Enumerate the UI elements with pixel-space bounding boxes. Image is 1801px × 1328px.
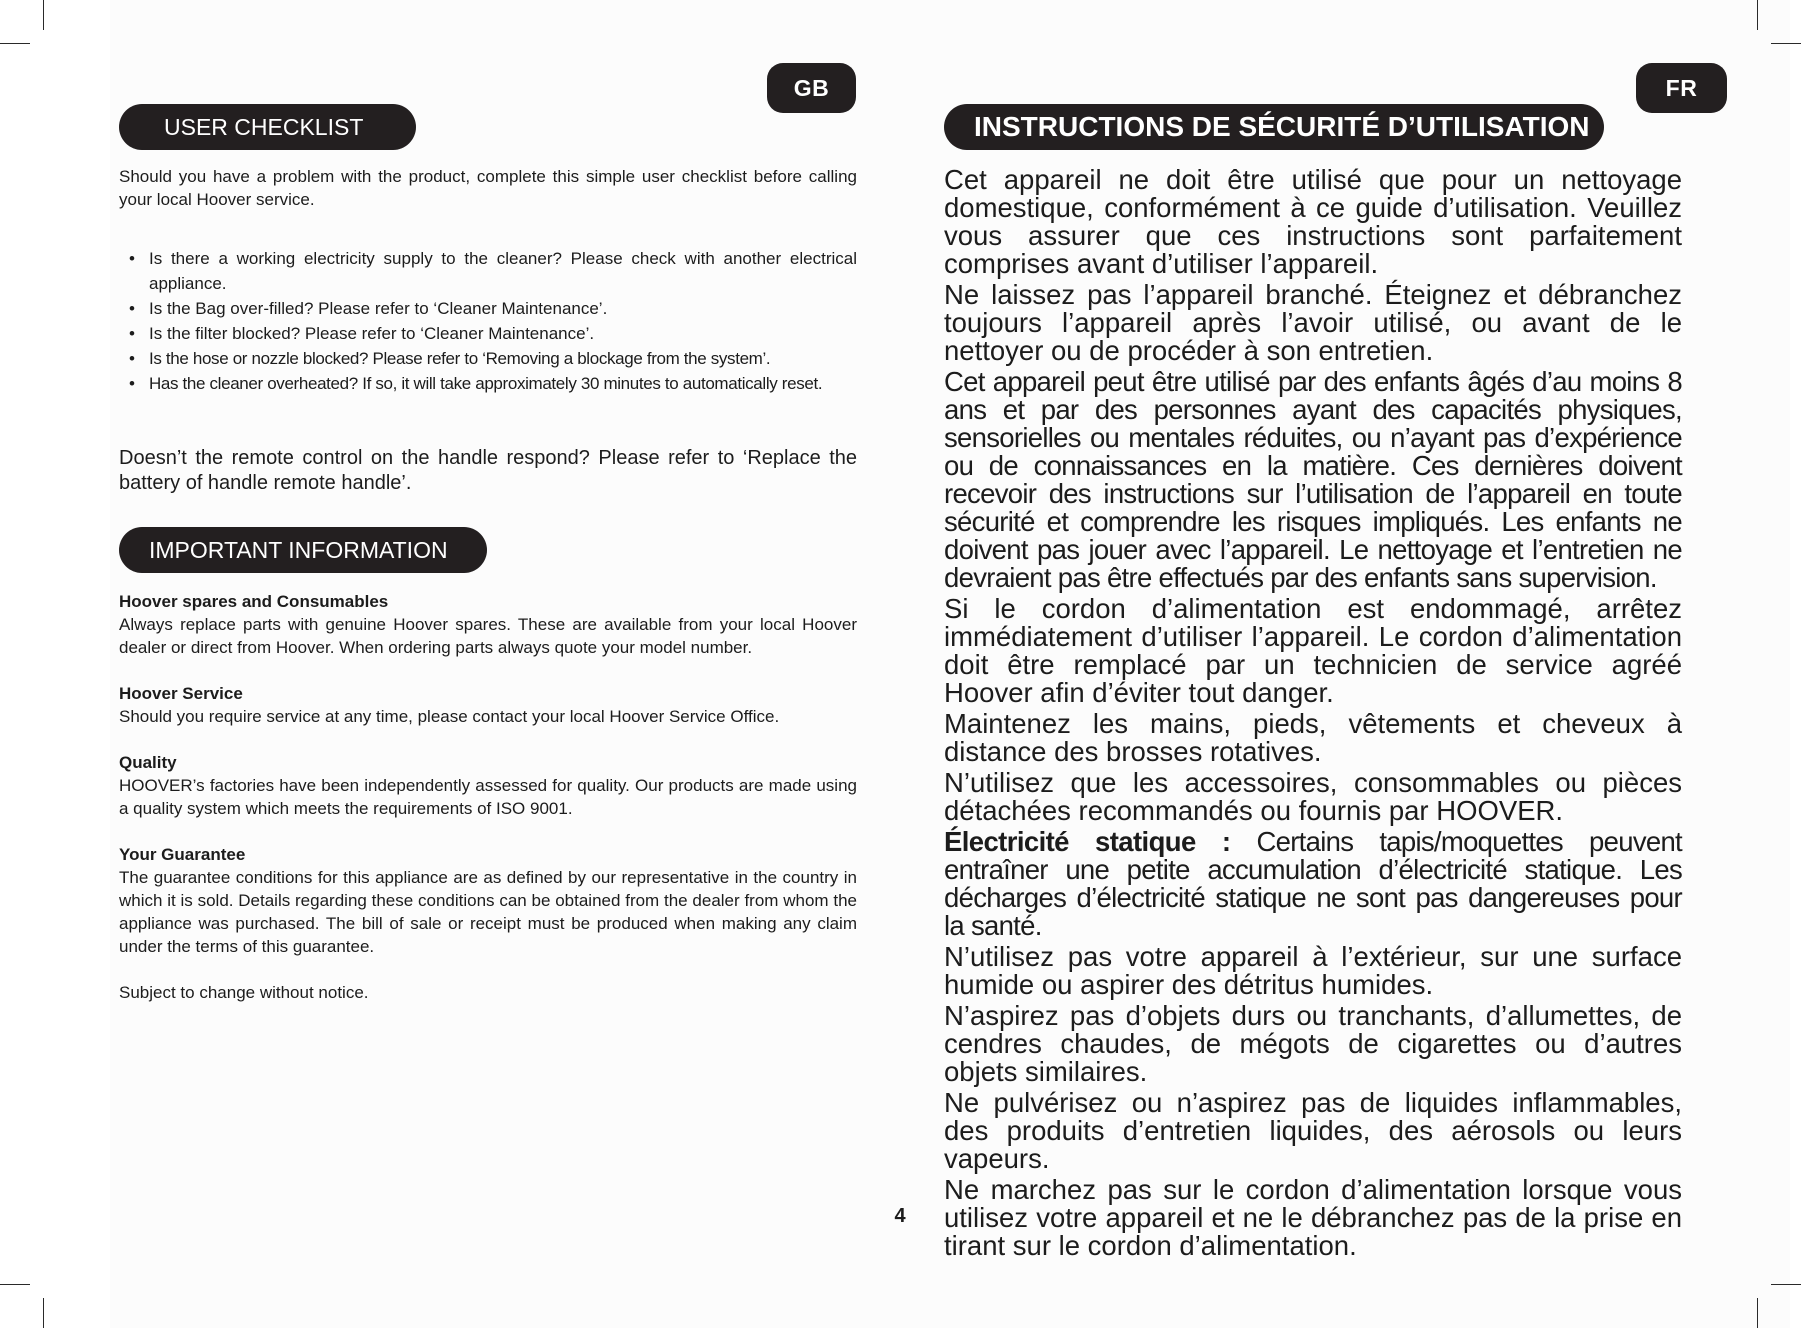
static-electricity-label: Électricité statique : <box>944 826 1231 857</box>
safety-paragraph: Maintenez les mains, pieds, vêtements et cheveux à distance des brosses rotatives. <box>944 708 1682 767</box>
language-tab-fr: FR <box>1636 63 1727 113</box>
bullet-icon: • <box>129 299 135 318</box>
crop-mark <box>1771 43 1801 44</box>
crop-mark <box>1757 0 1758 30</box>
page-number: 4 <box>894 1205 906 1227</box>
section-header-user-checklist <box>119 104 416 150</box>
closing-note: Subject to change without notice. <box>119 983 369 1002</box>
info-title: Hoover Service <box>119 684 243 703</box>
crop-mark <box>1757 1298 1758 1328</box>
safety-paragraph: N’utilisez que les accessoires, consommables ou pièces détachées recommandés ou fournis par HOOVER. <box>944 767 1682 826</box>
crop-mark <box>0 1284 30 1285</box>
info-title: Your Guarantee <box>119 845 246 864</box>
static-electricity-text: Certains tapis/moquettes peuvent entraîner une petite accumulation d’électricité statique. Les décharges d’électricité statique ne sont pas dangereuses pour la santé. <box>944 826 1682 941</box>
section-header-safety-instructions <box>944 104 1604 150</box>
checklist <box>119 246 857 396</box>
checklist-item: • Has the cleaner overheated? If so, it will take approximately 30 minutes to automatically reset. <box>119 371 857 396</box>
bullet-icon: • <box>129 324 135 343</box>
crop-mark <box>43 0 44 30</box>
checklist-item: • Is the hose or nozzle blocked? Please refer to ‘Removing a blockage from the system’. <box>119 346 857 371</box>
info-body: Should you require service at any time, please contact your local Hoover Service Office. <box>119 707 780 726</box>
info-title: Hoover spares and Consumables <box>119 592 389 611</box>
section-header-label: IMPORTANT INFORMATION <box>149 536 448 563</box>
bullet-icon: • <box>129 249 135 268</box>
safety-paragraph: N’aspirez pas d’objets durs ou tranchants, d’allumettes, de cendres chaudes, de mégots de cigarettes ou d’autres objets similaires. <box>944 1000 1682 1087</box>
crop-mark <box>0 43 30 44</box>
info-block-guarantee <box>119 843 857 958</box>
section-header-label: USER CHECKLIST <box>164 113 364 140</box>
safety-instructions <box>944 166 1682 1263</box>
info-title: Quality <box>119 753 177 772</box>
remote-control-note: Doesn’t the remote control on the handle respond? Please refer to ‘Replace the battery of handle remote handle’. <box>119 447 857 494</box>
info-body: HOOVER’s factories have been independently assessed for quality. Our products are made using a quality system which meets the requirements of ISO 9001. <box>119 776 857 818</box>
info-block-quality <box>119 751 857 820</box>
static-electricity-paragraph <box>944 828 1682 940</box>
checklist-item: • Is the Bag over-filled? Please refer to ‘Cleaner Maintenance’. <box>119 296 857 321</box>
section-header-important-information <box>119 527 487 573</box>
info-block-spares <box>119 590 857 659</box>
info-body: Always replace parts with genuine Hoover spares. These are available from your local Hoover dealer or direct from Hoover. When ordering parts always quote your model number. <box>119 615 857 657</box>
safety-paragraph: Ne pulvérisez ou n’aspirez pas de liquides inflammables, des produits d’entretien liquides, des aérosols ou leurs vapeurs. <box>944 1087 1682 1174</box>
bullet-icon: • <box>129 374 135 393</box>
safety-paragraph: Ne laissez pas l’appareil branché. Éteignez et débranchez toujours l’appareil après l’avoir utilisé, ou avant de le nettoyer ou de procéder à son entretien. <box>944 279 1682 366</box>
checklist-item: • Is there a working electricity supply to the cleaner? Please check with another electrical appliance. <box>119 246 857 296</box>
section-header-label: INSTRUCTIONS DE SÉCURITÉ D’UTILISATION <box>974 111 1590 142</box>
info-body: The guarantee conditions for this appliance are as defined by our representative in the country in which it is sold. Details regarding these conditions can be obtained from the dealer from whom the appliance was purchased. The bill of sale or receipt must be produced when making any claim under the terms of this guarantee. <box>119 868 857 956</box>
crop-mark <box>43 1298 44 1328</box>
safety-paragraph: Si le cordon d’alimentation est endommagé, arrêtez immédiatement d’utiliser l’appareil. Le cordon d’alimentation doit être remplacé par un technicien de service agréé Hoover afin d’éviter tout danger. <box>944 593 1682 708</box>
language-tab-gb: GB <box>767 63 856 113</box>
important-information <box>119 590 857 1004</box>
safety-paragraph: Ne marchez pas sur le cordon d’alimentation lorsque vous utilisez votre appareil et ne le débranchez pas de la prise en tirant sur le cordon d’alimentation. <box>944 1174 1682 1261</box>
safety-paragraph: N’utilisez pas votre appareil à l’extérieur, sur une surface humide ou aspirer des détritus humides. <box>944 941 1682 1000</box>
checklist-item: • Is the filter blocked? Please refer to ‘Cleaner Maintenance’. <box>119 321 857 346</box>
crop-mark <box>1771 1284 1801 1285</box>
safety-paragraph: Cet appareil ne doit être utilisé que pour un nettoyage domestique, conformément à ce guide d’utilisation. Veuillez vous assurer que ces instructions sont parfaitement comprises avant d’utiliser l’appareil. <box>944 164 1682 279</box>
safety-paragraph: Cet appareil peut être utilisé par des enfants âgés d’au moins 8 ans et par des personnes ayant des capacités physiques, sensorielles ou mentales réduites, ou n’ayant pas d’expérience ou de connaissances en la matière. Ces dernières doivent recevoir des instructions sur l’utilisation de l’appareil en toute sécurité et comprendre les risques impliqués. Les enfants ne doivent pas jouer avec l’appareil. Le nettoyage et l’entretien ne devraient pas être effectués par des enfants sans supervision. <box>944 366 1682 593</box>
bullet-icon: • <box>129 349 135 368</box>
info-block-service <box>119 682 857 728</box>
checklist-intro: Should you have a problem with the product, complete this simple user checklist before calling your local Hoover service. <box>119 167 857 209</box>
